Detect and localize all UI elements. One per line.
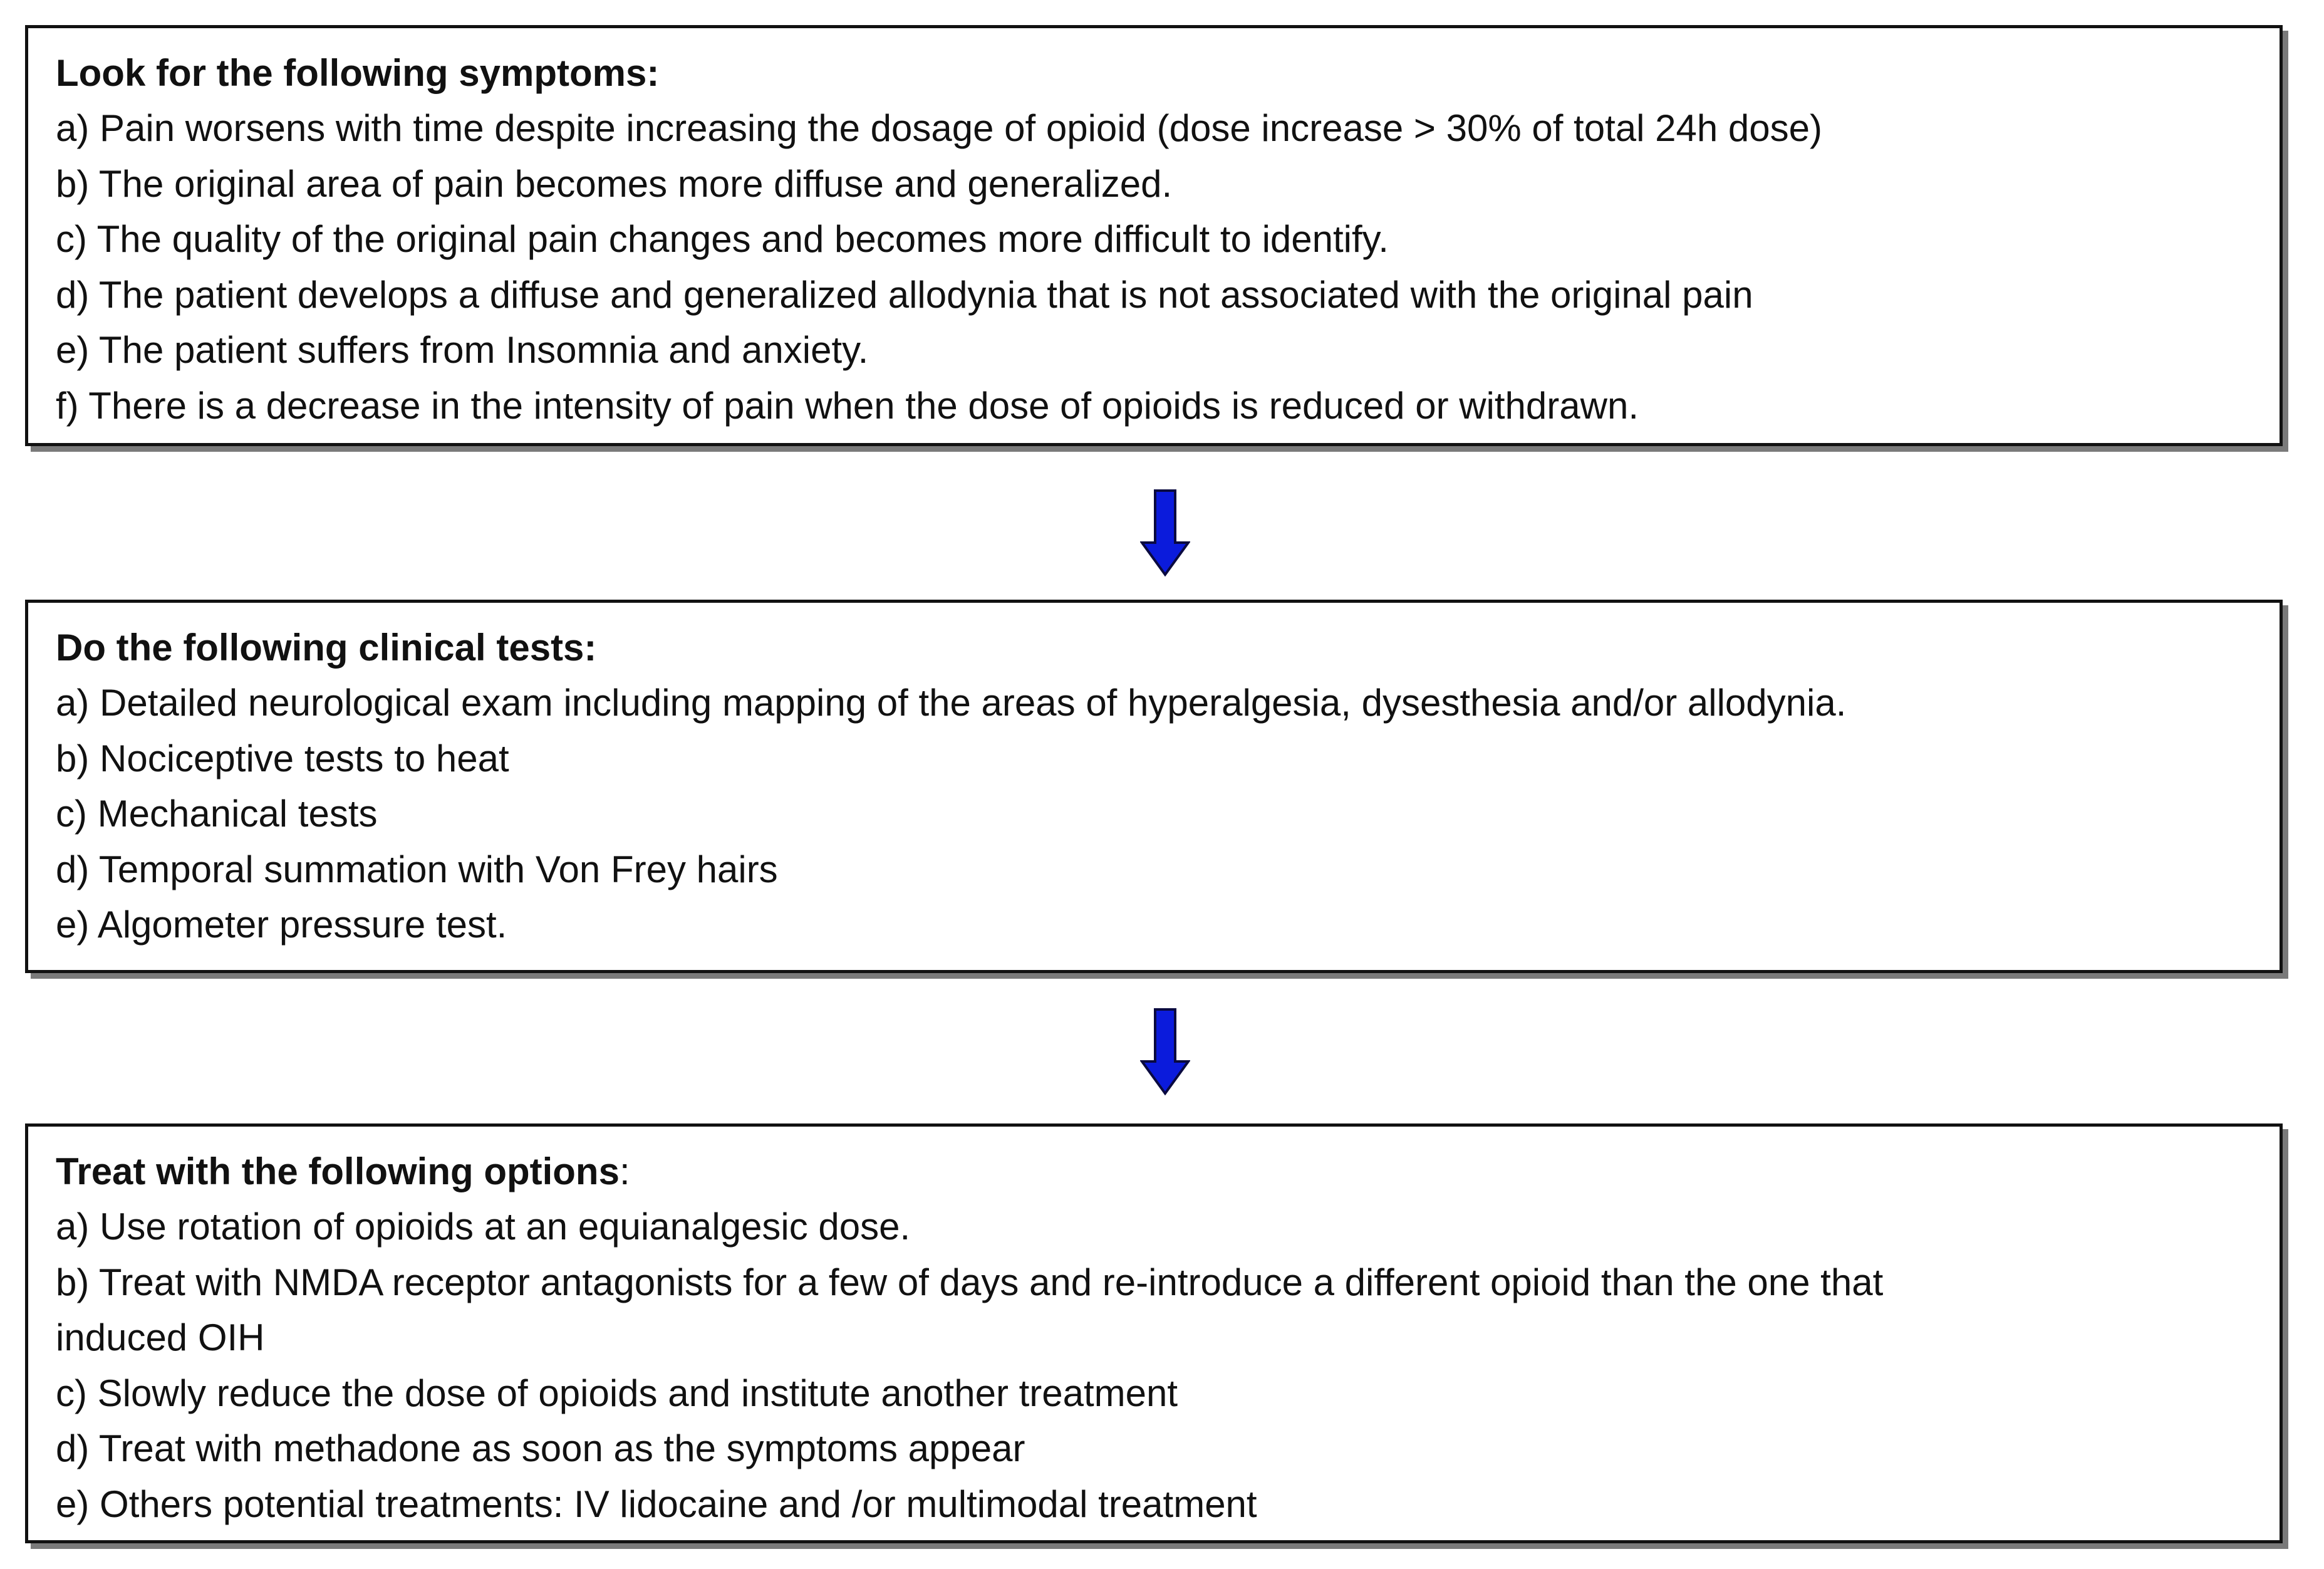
treatment-box — [25, 1123, 2283, 1543]
treatment-item-b: b) Treat with NMDA receptor antagonists for a few of days and re-introduce a different opioid than the one that — [56, 1261, 1884, 1303]
symptoms-box — [25, 25, 2283, 446]
symptom-item-e: e) The patient suffers from Insomnia and anxiety. — [56, 329, 869, 371]
down-arrow-shape — [1142, 1009, 1188, 1093]
test-item-e: e) Algometer pressure test. — [56, 904, 507, 946]
symptoms-heading: Look for the following symptoms: — [56, 52, 660, 94]
down-arrow-icon — [1140, 489, 1190, 576]
down-arrow-shape — [1142, 491, 1188, 575]
treatment-item-d: d) Treat with methadone as soon as the symptoms appear — [56, 1427, 1025, 1469]
treatment-heading — [56, 1144, 2280, 1199]
test-item-c: c) Mechanical tests — [56, 793, 378, 835]
down-arrow-icon — [1140, 1008, 1190, 1095]
clinical-tests-heading: Do the following clinical tests: — [56, 627, 597, 669]
clinical-tests-box — [25, 600, 2283, 973]
treatment-item-e: e) Others potential treatments: IV lidocaine and /or multimodal treatment — [56, 1483, 1257, 1525]
treatment-heading-text: Treat with the following options — [56, 1150, 620, 1192]
test-item-a: a) Detailed neurological exam including mapping of the areas of hyperalgesia, dysesthesia and/or allodynia. — [56, 682, 1847, 724]
clinical-tests-list — [56, 675, 2280, 953]
treatment-heading-colon: : — [619, 1150, 630, 1192]
test-item-d: d) Temporal summation with Von Frey hairs — [56, 848, 778, 890]
treatment-list — [56, 1199, 2280, 1532]
symptom-item-c: c) The quality of the original pain changes and becomes more difficult to identify. — [56, 218, 1389, 260]
treatment-item-a: a) Use rotation of opioids at an equianalgesic dose. — [56, 1206, 911, 1248]
symptom-item-b: b) The original area of pain becomes more diffuse and generalized. — [56, 162, 1173, 205]
symptom-item-f: f) There is a decrease in the intensity of pain when the dose of opioids is reduced or withdrawn. — [56, 384, 1639, 427]
treatment-item-c: c) Slowly reduce the dose of opioids and institute another treatment — [56, 1372, 1178, 1414]
treatment-item-b-continued: induced OIH — [56, 1316, 265, 1358]
symptom-item-d: d) The patient develops a diffuse and generalized allodynia that is not associated with the original pain — [56, 273, 1753, 316]
symptom-item-a: a) Pain worsens with time despite increasing the dosage of opioid (dose increase > 30% of total 24h dose) — [56, 107, 1822, 149]
test-item-b: b) Nociceptive tests to heat — [56, 737, 509, 779]
symptoms-list — [56, 101, 2280, 434]
